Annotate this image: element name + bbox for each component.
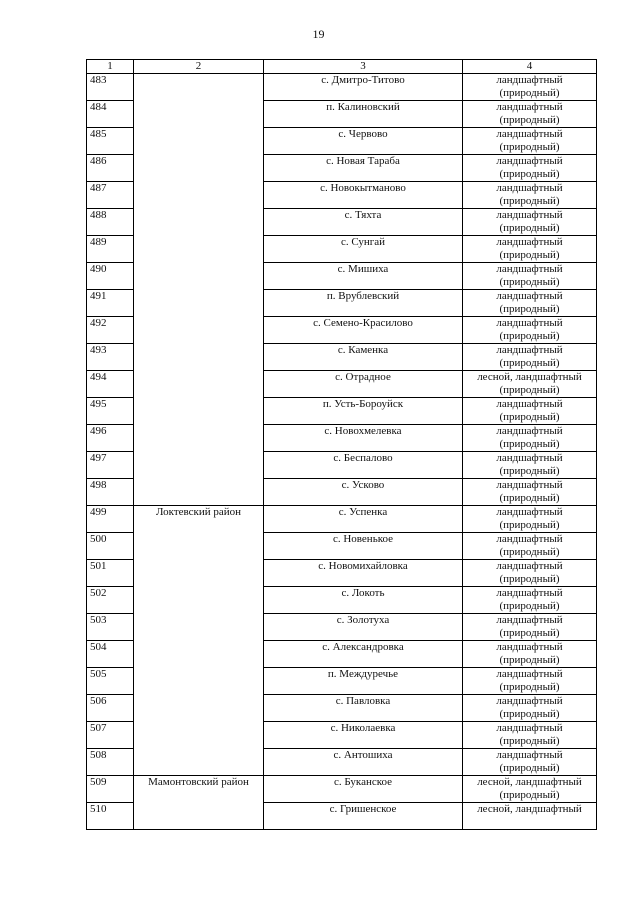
- landscape-type-line1: ландшафтный: [496, 344, 563, 356]
- row-number: 488: [87, 209, 134, 236]
- landscape-type-line1: лесной, ландшафтный: [477, 371, 582, 383]
- landscape-type: [463, 614, 597, 641]
- row-number: 502: [87, 587, 134, 614]
- row-number: 499: [87, 506, 134, 533]
- landscape-type: [463, 236, 597, 263]
- landscape-type-line1: лесной, ландшафтный: [477, 803, 582, 815]
- landscape-type-line1: ландшафтный: [496, 74, 563, 86]
- landscape-type-line2: (природный): [499, 222, 560, 234]
- landscape-type-line1: ландшафтный: [496, 560, 563, 572]
- table-body: [87, 74, 597, 830]
- row-number: 491: [87, 290, 134, 317]
- landscape-type: [463, 128, 597, 155]
- landscape-type: [463, 722, 597, 749]
- settlement-name: с. Семено-Красилово: [264, 317, 463, 344]
- landscape-type-line1: ландшафтный: [496, 290, 563, 302]
- settlement-name: с. Червово: [264, 128, 463, 155]
- settlement-name: с. Новенькое: [264, 533, 463, 560]
- landscape-type-line2: (природный): [499, 411, 560, 423]
- landscape-type-line1: ландшафтный: [496, 533, 563, 545]
- settlement-name: с. Тяхта: [264, 209, 463, 236]
- landscape-type-line2: (природный): [499, 573, 560, 585]
- row-number: 506: [87, 695, 134, 722]
- column-header-3: 3: [264, 60, 463, 74]
- landscape-type: [463, 101, 597, 128]
- landscape-type-line2: (природный): [499, 330, 560, 342]
- settlement-name: с. Локоть: [264, 587, 463, 614]
- landscape-type-line1: ландшафтный: [496, 236, 563, 248]
- landscape-type-line1: ландшафтный: [496, 263, 563, 275]
- landscape-type-line1: ландшафтный: [496, 722, 563, 734]
- landscape-type-line2: (природный): [499, 195, 560, 207]
- landscape-type: [463, 263, 597, 290]
- landscape-type-line2: (природный): [499, 465, 560, 477]
- landscape-type: [463, 668, 597, 695]
- document-table: [86, 59, 597, 830]
- landscape-type-line1: ландшафтный: [496, 695, 563, 707]
- settlement-name: с. Мишиха: [264, 263, 463, 290]
- landscape-type: [463, 506, 597, 533]
- settlement-name: с. Антошиха: [264, 749, 463, 776]
- landscape-type-line2: (природный): [499, 627, 560, 639]
- landscape-type: [463, 479, 597, 506]
- landscape-type: [463, 398, 597, 425]
- landscape-type-line1: ландшафтный: [496, 317, 563, 329]
- landscape-type-line2: (природный): [499, 519, 560, 531]
- row-number: 508: [87, 749, 134, 776]
- row-number: 497: [87, 452, 134, 479]
- row-number: 486: [87, 155, 134, 182]
- landscape-type-line2: (природный): [499, 168, 560, 180]
- row-number: 504: [87, 641, 134, 668]
- settlement-name: с. Беспалово: [264, 452, 463, 479]
- landscape-type-line1: ландшафтный: [496, 749, 563, 761]
- settlement-name: с. Сунгай: [264, 236, 463, 263]
- landscape-type: [463, 641, 597, 668]
- settlement-name: с. Новомихайловка: [264, 560, 463, 587]
- landscape-type-line1: ландшафтный: [496, 425, 563, 437]
- landscape-type-line2: (природный): [499, 681, 560, 693]
- settlement-name: с. Дмитро-Титово: [264, 74, 463, 101]
- page-number: 19: [312, 27, 325, 41]
- landscape-type-line1: ландшафтный: [496, 641, 563, 653]
- column-header-1: 1: [87, 60, 134, 74]
- table-row: [87, 506, 597, 533]
- landscape-type-line1: лесной, ландшафтный: [477, 776, 582, 788]
- settlement-name: с. Усково: [264, 479, 463, 506]
- landscape-type-line1: ландшафтный: [496, 101, 563, 113]
- row-number: 501: [87, 560, 134, 587]
- landscape-type-line2: (природный): [499, 384, 560, 396]
- landscape-type: [463, 155, 597, 182]
- landscape-type-line2: (природный): [499, 249, 560, 261]
- landscape-type: [463, 290, 597, 317]
- landscape-type-line1: ландшафтный: [496, 479, 563, 491]
- landscape-type-line1: ландшафтный: [496, 668, 563, 680]
- landscape-type: [463, 452, 597, 479]
- landscape-type: [463, 425, 597, 452]
- row-number: 487: [87, 182, 134, 209]
- row-number: 490: [87, 263, 134, 290]
- landscape-type: [463, 533, 597, 560]
- landscape-type-line1: ландшафтный: [496, 506, 563, 518]
- row-number: 485: [87, 128, 134, 155]
- landscape-type-line1: ландшафтный: [496, 182, 563, 194]
- settlement-name: п. Усть-Бороуйск: [264, 398, 463, 425]
- landscape-type-line2: (природный): [499, 141, 560, 153]
- district-cell: Локтевский район: [134, 506, 264, 776]
- settlement-name: п. Междуречье: [264, 668, 463, 695]
- landscape-type-line1: ландшафтный: [496, 587, 563, 599]
- landscape-type-line1: ландшафтный: [496, 209, 563, 221]
- settlement-name: с. Отрадное: [264, 371, 463, 398]
- landscape-type-line2: (природный): [499, 114, 560, 126]
- landscape-type-line2: (природный): [499, 654, 560, 666]
- settlement-name: с. Каменка: [264, 344, 463, 371]
- landscape-type-line2: (природный): [499, 735, 560, 747]
- landscape-type-line2: (природный): [499, 438, 560, 450]
- landscape-type: [463, 371, 597, 398]
- landscape-type-line2: (природный): [499, 708, 560, 720]
- landscape-type: [463, 344, 597, 371]
- landscape-type: [463, 209, 597, 236]
- landscape-type-line1: ландшафтный: [496, 155, 563, 167]
- settlement-name: с. Александровка: [264, 641, 463, 668]
- landscape-type: [463, 587, 597, 614]
- landscape-type: [463, 749, 597, 776]
- row-number: 507: [87, 722, 134, 749]
- row-number: 496: [87, 425, 134, 452]
- landscape-type: [463, 317, 597, 344]
- landscape-type-line1: ландшафтный: [496, 452, 563, 464]
- landscape-type-line2: (природный): [499, 303, 560, 315]
- table-row: [87, 74, 597, 101]
- settlement-name: п. Врублевский: [264, 290, 463, 317]
- settlement-name: с. Николаевка: [264, 722, 463, 749]
- landscape-type-line2: (природный): [499, 357, 560, 369]
- settlement-name: с. Новая Тараба: [264, 155, 463, 182]
- settlement-name: с. Гришенское: [264, 803, 463, 830]
- row-number: 483: [87, 74, 134, 101]
- landscape-type-line2: (природный): [499, 546, 560, 558]
- row-number: 493: [87, 344, 134, 371]
- row-number: 510: [87, 803, 134, 830]
- settlement-name: с. Павловка: [264, 695, 463, 722]
- row-number: 509: [87, 776, 134, 803]
- table-row: [87, 776, 597, 803]
- settlement-name: п. Калиновский: [264, 101, 463, 128]
- row-number: 495: [87, 398, 134, 425]
- row-number: 494: [87, 371, 134, 398]
- landscape-type-line2: (природный): [499, 762, 560, 774]
- row-number: 500: [87, 533, 134, 560]
- landscape-type-line2: (природный): [499, 276, 560, 288]
- settlement-name: с. Новохмелевка: [264, 425, 463, 452]
- landscape-type: [463, 74, 597, 101]
- settlement-name: с. Буканское: [264, 776, 463, 803]
- row-number: 489: [87, 236, 134, 263]
- landscape-type: [463, 695, 597, 722]
- landscape-type-line1: ландшафтный: [496, 398, 563, 410]
- settlement-name: с. Новокытманово: [264, 182, 463, 209]
- row-number: 492: [87, 317, 134, 344]
- landscape-type: [463, 776, 597, 803]
- landscape-type-line1: ландшафтный: [496, 614, 563, 626]
- landscape-type: [463, 182, 597, 209]
- row-number: 505: [87, 668, 134, 695]
- column-header-4: 4: [463, 60, 597, 74]
- landscape-type-line1: ландшафтный: [496, 128, 563, 140]
- settlement-name: с. Успенка: [264, 506, 463, 533]
- landscape-type-line2: (природный): [499, 87, 560, 99]
- landscape-type-line2: (природный): [499, 789, 560, 801]
- row-number: 503: [87, 614, 134, 641]
- column-header-2: 2: [134, 60, 264, 74]
- row-number: 484: [87, 101, 134, 128]
- landscape-type-line2: (природный): [499, 492, 560, 504]
- settlement-name: с. Золотуха: [264, 614, 463, 641]
- district-cell: Мамонтовский район: [134, 776, 264, 830]
- district-cell: [134, 74, 264, 506]
- column-header-row: [87, 60, 597, 74]
- landscape-type: [463, 560, 597, 587]
- row-number: 498: [87, 479, 134, 506]
- landscape-type-line2: (природный): [499, 600, 560, 612]
- landscape-type: [463, 803, 597, 830]
